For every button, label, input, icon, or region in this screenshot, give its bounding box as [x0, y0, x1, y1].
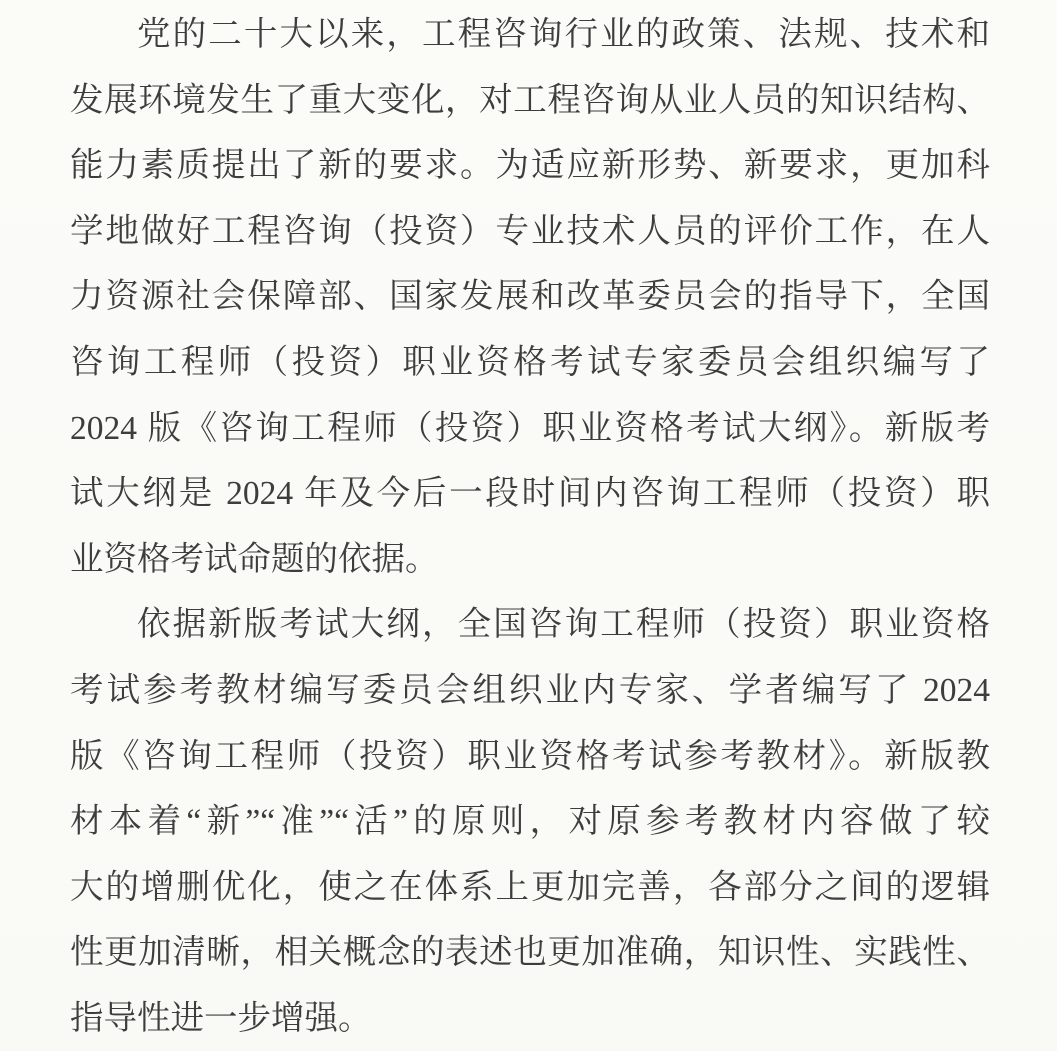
- text-line: 指导性进一步增强。: [70, 999, 372, 1037]
- text-line: 党的二十大以来，工程咨询行业的政策、法规、技术和: [137, 16, 990, 53]
- text-line: 性更加清晰，相关概念的表述也更加准确，知识性、实践性、: [70, 934, 990, 972]
- text-line: 业资格考试命题的依据。: [70, 540, 439, 578]
- text-line: 学地做好工程咨询（投资）专业技术人员的评价工作，在人: [70, 212, 990, 250]
- text-line: 考试参考教材编写委员会组织业内专家、学者编写了 2024: [70, 671, 990, 709]
- text-line: 大的增删优化，使之在体系上更加完善，各部分之间的逻辑: [70, 868, 990, 906]
- text-line: 版《咨询工程师（投资）职业资格考试参考教材》。新版教: [70, 737, 990, 775]
- paragraph-2: [70, 592, 990, 1051]
- text-line: 发展环境发生了重大变化，对工程咨询从业人员的知识结构、: [70, 81, 990, 119]
- paragraph-1: [70, 2, 990, 592]
- text-line: 材本着“新”“准”“活”的原则，对原参考教材内容做了较: [70, 803, 990, 841]
- text-line: 咨询工程师（投资）职业资格考试专家委员会组织编写了: [70, 343, 990, 381]
- text-line: 试大纲是 2024 年及今后一段时间内咨询工程师（投资）职: [70, 475, 990, 513]
- text-line: 2024 版《咨询工程师（投资）职业资格考试大纲》。新版考: [70, 409, 990, 447]
- text-line: 依据新版考试大纲，全国咨询工程师（投资）职业资格: [137, 606, 990, 644]
- text-line: 能力素质提出了新的要求。为适应新形势、新要求，更加科: [70, 147, 990, 185]
- text-line: 力资源社会保障部、国家发展和改革委员会的指导下，全国: [70, 278, 990, 316]
